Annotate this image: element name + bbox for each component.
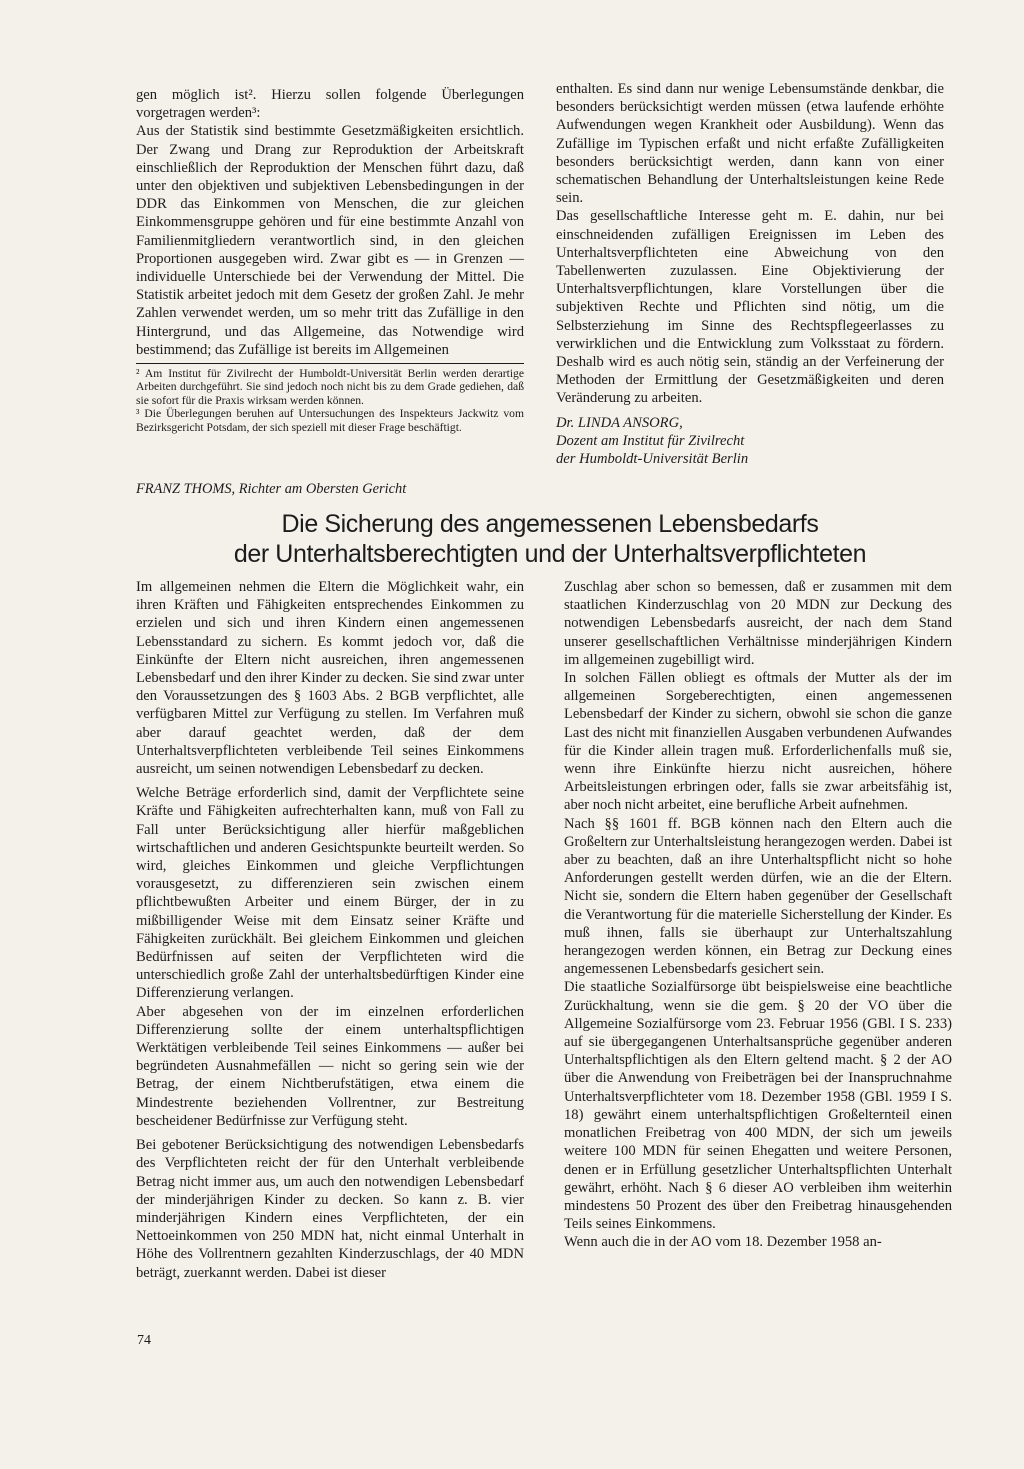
page-number: 74: [137, 1333, 151, 1348]
paragraph: Die staatliche Sozialfürsorge übt beispielsweise eine beachtliche Zurückhaltung, wenn sie die gem. § 20 der VO über die Allgemeine Sozialfürsorge vom 23. Februar 1956 (GBl. I S. 233) auf sie übergegangenen Unterhaltsansprüche gegenüber anderen Unterhaltspflichtigen als den Eltern geltend macht. § 2 der AO über die Anwendung von Freibeträgen bei der Inanspruchnahme Unterhaltsverpflichteter vom 18. Dezember 1958 (GBl. 1959 I S. 18) gewährt einem unterhaltspflichtigen Großelternteil einen monatlichen Freibetrag von 400 MDN, der sich um jeweils weitere 100 MDN für seinen Ehegatten und weitere Personen, denen er in Erfüllung gesetzlicher Unterhaltspflichten Unterhalt gewährt, erhöht. Nach § 6 dieser AO verbleiben ihm weiterhin mindestens 50 Prozent des über den Freibetrag hinausgehenden Teils seines Einkommens.: [564, 979, 952, 1233]
signature-line: Dozent am Institut für Zivilrecht: [556, 432, 745, 449]
footnotes: [136, 363, 524, 434]
title-line: Die Sicherung des angemessenen Lebensbedarfs: [281, 510, 819, 538]
footnote: ² Am Institut für Zivilrecht der Humboldt-Universität Berlin werden derartige Arbeiten durchgeführt. Sie sind jedoch noch nicht bis zu dem Grade gediehen, daß sie sofort für die Praxis wirksam werden können.: [136, 367, 524, 407]
footnote: ³ Die Überlegungen beruhen auf Untersuchungen des Inspekteurs Jackwitz vom Bezirksgericht Potsdam, der sich speziell mit dieser Frage beschäftigt.: [136, 407, 524, 434]
paragraph: Nach §§ 1601 ff. BGB können nach den Eltern auch die Großeltern zur Unterhaltsleistung herangezogen werden. Dabei ist aber zu beachten, daß an ihre Unterhaltspflicht nicht so hohe Anforderungen gestellt werden dürfen, wie an die der Eltern. Nicht sie, sondern die Eltern haben gegenüber der Gesellschaft die Verantwortung für die materielle Sicherstellung der Kinder. Es muß ihnen, falls sie überhaupt zur Unterhaltszahlung herangezogen werden können, ein Betrag zur Deckung eines angemessenen Lebensbedarfs gesichert sein.: [564, 815, 952, 978]
paragraph: Bei gebotener Berücksichtigung des notwendigen Lebensbedarfs des Verpflichteten reicht der für den Unterhalt verbleibende Betrag nicht immer aus, um auch den notwendigen Lebensbedarf der minderjährigen Kinder zu decken. So kann z. B. vier minderjährigen Kindern eines Verpflichteten, der ein Nettoeinkommen von 250 MDN hat, nicht einmal Unterhalt in Höhe des Vollrentnern gezahlten Kinderzuschlags, der 40 MDN beträgt, zuerkannt werden. Dabei ist dieser: [136, 1137, 524, 1281]
paragraph: Welche Beträge erforderlich sind, damit der Verpflichtete seine Kräfte und Fähigkeiten aufrechterhalten kann, muß von Fall zu Fall unter Berücksichtigung aller hierfür maßgeblichen wirtschaftlichen und anderen Gesichtspunkte beurteilt werden. So wird, gleiches Einkommen und gleiche Verpflichtungen vorausgesetzt, zu differenzieren sein zwischen einem pflichtbewußten Arbeiter und einem Bürger, der in zu mißbilligender Weise mit dem Einsatz seiner Kräfte und Fähigkeiten zurückhält. Bei gleichem Einkommen und gleichen Bedürfnissen auf seiten der Verpflichteten wird die unterschiedlich große Zahl der unterhaltsbedürftigen Kinder eine Differenzierung verlangen.: [136, 785, 524, 1002]
paragraph: In solchen Fällen obliegt es oftmals der Mutter als der im allgemeinen Sorgeberechtigten, einen angemessenen Lebensbedarf der Kinder zu sichern, obwohl sie schon die ganze Last des nicht mit finanziellen Ausgaben verbundenen Aufwandes für die Kinder allein tragen muß. Erforderlichenfalls muß sie, wenn ihre Einkünfte hierzu nicht ausreichen, höhere Arbeitsleistungen erbringen oder, falls sie zwar arbeitsfähig ist, aber noch nicht arbeitet, eine berufliche Arbeit aufnehmen.: [564, 670, 952, 814]
paragraph: gen möglich ist². Hierzu sollen folgende Überlegungen vorgetragen werden³:: [136, 87, 524, 122]
article-author: FRANZ THOMS, Richter am Obersten Gericht: [136, 481, 407, 497]
paragraph: Zuschlag aber schon so bemessen, daß er zusammen mit dem staatlichen Kinderzuschlag von 20 MDN zur Deckung des notwendigen Lebensbedarfs ausreicht, der nach dem Stand unserer gesellschaftlichen Verhältnisse minderjährigen Kindern im allgemeinen zugebilligt wird.: [564, 579, 952, 668]
paragraph: Wenn auch die in der AO vom 18. Dezember 1958 an-: [564, 1234, 882, 1251]
title-line: der Unterhaltsberechtigten und der Unterhaltsverpflichteten: [233, 540, 867, 568]
bottom-right-column: [564, 578, 952, 1252]
bottom-left-column: [136, 578, 524, 1282]
top-left-column: [136, 86, 524, 434]
paragraph: enthalten. Es sind dann nur wenige Lebensumstände denkbar, die besonders berücksichtigt werden müssen (etwa laufende erhöhte Aufwendungen wegen Krankheit oder Ausbildung). Wenn das Zufällige im Typischen erfaßt und nicht erfaßte Zufälligkeiten besonders berücksichtigt werden, dann kann von einer schematischen Behandlung der Unterhaltsleistungen keine Rede sein.: [556, 81, 944, 207]
paragraph: Aber abgesehen von der im einzelnen erforderlichen Differenzierung sollte der einem unterhaltspflichtigen Werktätigen verbleibende Teil seines Einkommens — außer bei begründeten Ausnahmefällen — nicht so gering sein wie der Betrag, der einem Nichtberufstätigen, etwa einem die Mindestrente beziehenden Vollrentner, zur Bestreitung bescheidener Bedürfnisse zur Verfügung steht.: [136, 1003, 524, 1129]
article-title: [190, 509, 910, 569]
signature-line: der Humboldt-Universität Berlin: [556, 451, 749, 468]
top-right-column: [556, 80, 944, 468]
paragraph: Aus der Statistik sind bestimmte Gesetzmäßigkeiten ersichtlich. Der Zwang und Drang zur Reproduktion der Arbeitskraft einschließlich der Reproduktion der Menschen führt dazu, daß unter den objektiven und subjektiven Lebensbedingungen in der DDR das Einkommen von Menschen, die zur gleichen Einkommensgruppe gehören und für eine bestimmte Anzahl von Familienmitgliedern verantwortlich sind, in den gleichen Proportionen ausgegeben wird. Zwar gibt es — in Grenzen — individuelle Unterschiede bei der Verwendung der Mittel. Die Statistik arbeitet jedoch mit dem Gesetz der großen Zahl. Je mehr Zahlen verwendet werden, um so mehr tritt das Zufällige in den Hintergrund, und das Allgemeine, das Notwendige wird bestimmend; das Zufällige ist bereits im Allgemeinen: [136, 123, 524, 358]
paragraph: Im allgemeinen nehmen die Eltern die Möglichkeit wahr, ein ihren Kräften und Fähigkeiten entsprechendes Einkommen zu erzielen und sich und ihren Kindern einen angemessenen Lebensstandard zu sichern. Es kommt jedoch vor, daß die Einkünfte der Eltern nicht ausreichen, ihren angemessenen Lebensbedarf und den ihrer Kinder zu decken. Sie sind zwar unter den Voraussetzungen des § 1603 Abs. 2 BGB verpflichtet, alle verfügbaren Mittel zur Verfügung zu stellen. Im Verfahren muß aber darauf geachtet werden, daß der dem Unterhaltsverpflichteten verbleibende Teil seines Einkommens ausreicht, um seinen notwendigen Lebensbedarf zu decken.: [136, 579, 524, 778]
signature-name: Dr. LINDA ANSORG,: [556, 414, 683, 431]
paragraph: Das gesellschaftliche Interesse geht m. E. dahin, nur bei einschneidenden zufälligen Ereignissen im Leben des Unterhaltsverpflichteten eine Abweichung von den Tabellenwerten zuzulassen. Eine Objektivierung der Unterhaltsverpflichtungen, klare Vorstellungen über die subjektiven Rechte und Pflichten sind nötig, um die Selbsterziehung im Sinne des Rechtspflegeerlasses zu verwirklichen und die Entwicklung zum Volksstaat zu fördern. Deshalb wird es auch nötig sein, ständig an der Verfeinerung der Methoden der Ermittlung der Gesetzmäßigkeiten und deren Veränderung zu arbeiten.: [556, 208, 944, 407]
author-signature: [556, 414, 944, 469]
